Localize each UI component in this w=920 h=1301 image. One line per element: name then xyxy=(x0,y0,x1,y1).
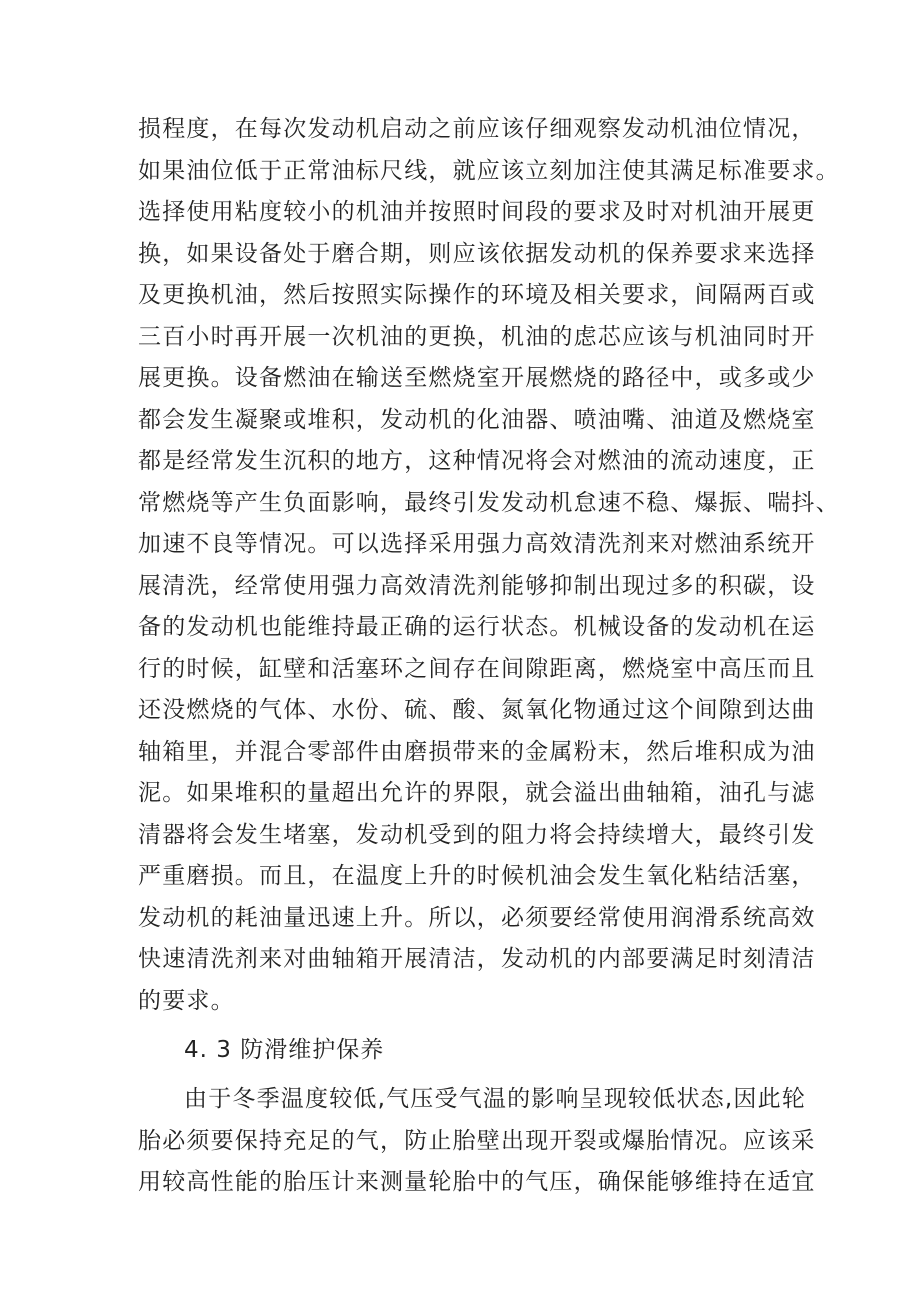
body-text-line: 快速清洗剂来对曲轴箱开展清洁，发动机的内部要满足时刻清洁 xyxy=(138,946,816,972)
body-text-line: 加速不良等情况。可以选择采用强力高效清洗剂来对燃油系统开 xyxy=(138,531,816,557)
body-text-line: 还没燃烧的气体、水份、硫、酸、氮氧化物通过这个间隙到达曲 xyxy=(138,697,816,723)
body-text-line: 如果油位低于正常油标尺线，就应该立刻加注使其满足标准要求。 xyxy=(138,158,840,184)
body-text-line: 行的时候，缸壁和活塞环之间存在间隙距离，燃烧室中高压而且 xyxy=(138,656,816,682)
body-text-line: 及更换机油，然后按照实际操作的环境及相关要求，间隔两百或 xyxy=(138,282,816,308)
body-text-line: 备的发动机也能维持最正确的运行状态。机械设备的发动机在运 xyxy=(138,614,816,640)
body-text-line: 都是经常发生沉积的地方，这种情况将会对燃油的流动速度，正 xyxy=(138,448,816,474)
section-heading: 4. 3 防滑维护保养 xyxy=(184,1037,385,1063)
body-text-line: 发动机的耗油量迅速上升。所以，必须要经常使用润滑系统高效 xyxy=(138,905,816,931)
body-text-line: 选择使用粘度较小的机油并按照时间段的要求及时对机油开展更 xyxy=(138,199,816,225)
body-text-line: 胎必须要保持充足的气，防止胎壁出现开裂或爆胎情况。应该采 xyxy=(138,1128,816,1154)
body-text-line: 泥。如果堆积的量超出允许的界限，就会溢出曲轴箱，油孔与滤 xyxy=(138,780,816,806)
body-text-line: 的要求。 xyxy=(138,988,235,1014)
body-text-line: 换，如果设备处于磨合期，则应该依据发动机的保养要求来选择 xyxy=(138,241,816,267)
body-text-line: 展更换。设备燃油在输送至燃烧室开展燃烧的路径中，或多或少 xyxy=(138,365,816,391)
body-text-line: 都会发生凝聚或堆积，发动机的化油器、喷油嘴、油道及燃烧室 xyxy=(138,407,816,433)
body-text-line: 严重磨损。而且，在温度上升的时候机油会发生氧化粘结活塞， xyxy=(138,863,816,889)
body-text-line: 清器将会发生堵塞，发动机受到的阻力将会持续增大，最终引发 xyxy=(138,822,816,848)
body-text-line: 轴箱里，并混合零部件由磨损带来的金属粉末，然后堆积成为油 xyxy=(138,739,816,765)
body-text-line: 三百小时再开展一次机油的更换，机油的虑芯应该与机油同时开 xyxy=(138,324,816,350)
body-text-line: 用较高性能的胎压计来测量轮胎中的气压，确保能够维持在适宜 xyxy=(138,1169,816,1195)
body-text-line: 展清洗，经常使用强力高效清洗剂能够抑制出现过多的积碳，设 xyxy=(138,573,816,599)
body-text-line: 损程度，在每次发动机启动之前应该仔细观察发动机油位情况， xyxy=(138,116,816,142)
body-text-line: 常燃烧等产生负面影响，最终引发发动机怠速不稳、爆振、喘抖、 xyxy=(138,490,840,516)
body-text-line: 由于冬季温度较低,气压受气温的影响呈现较低状态,因此轮 xyxy=(184,1086,807,1112)
